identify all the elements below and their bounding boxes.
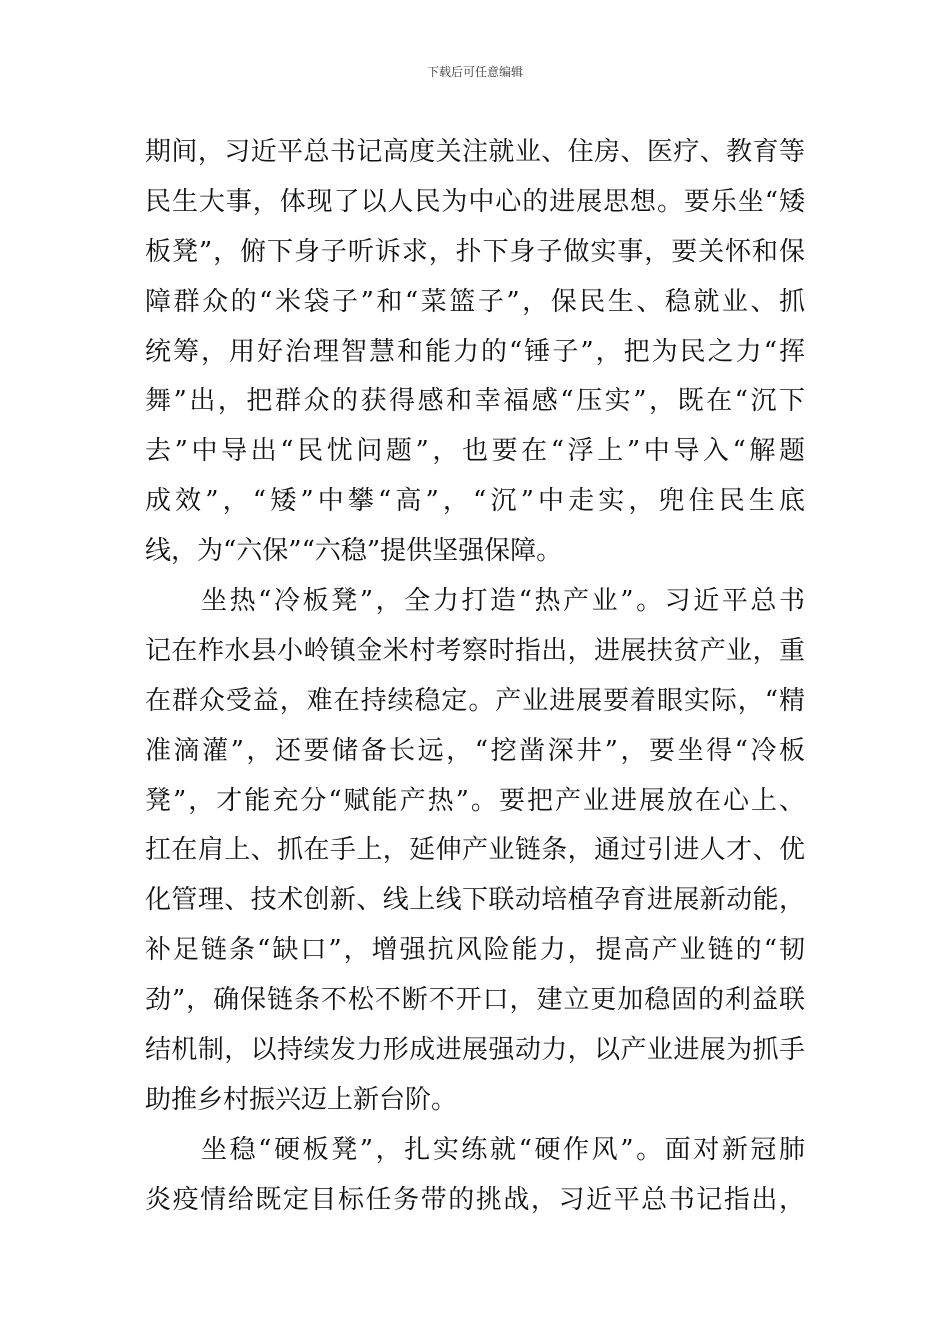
paragraph-1-line-5: 统筹，用好治理智慧和能力的“锤子”，把为民之力“挥 bbox=[145, 336, 805, 367]
paragraph-1-line-8: 成效”，“矮”中攀“高”，“沉”中走实，兜住民生底 bbox=[145, 486, 805, 517]
paragraph-1-line-2: 民生大事，体现了以人民为中心的进展思想。要乐坐“矮 bbox=[145, 186, 805, 217]
paragraph-1-line-9: 线，为“六保”“六稳”提供坚强保障。 bbox=[145, 536, 563, 567]
paragraph-3-line-1: 坐稳“硬板凳”，扎实练就“硬作风”。面对新冠肺 bbox=[201, 1134, 805, 1165]
body-text bbox=[145, 128, 805, 1226]
paragraph-1-line-4: 障群众的“米袋子”和“菜篮子”，保民生、稳就业、抓 bbox=[145, 286, 805, 317]
paragraph-2-line-1: 坐热“冷板凳”，全力打造“热产业”。习近平总书 bbox=[201, 586, 805, 617]
paragraph-2-line-5: 凳”，才能充分“赋能产热”。要把产业进展放在心上、 bbox=[145, 785, 805, 816]
paragraph-1-line-3: 板凳”，俯下身子听诉求，扑下身子做实事，要关怀和保 bbox=[145, 236, 805, 267]
paragraph-2-line-4: 准滴灌”，还要储备长远，“挖凿深井”，要坐得“冷板 bbox=[145, 735, 805, 766]
paragraph-2-line-3: 在群众受益，难在持续稳定。产业进展要着眼实际，“精 bbox=[145, 685, 805, 716]
paragraph-2-line-8: 补足链条“缺口”，增强抗风险能力，提高产业链的“韧 bbox=[145, 935, 805, 966]
paragraph-1-line-1: 期间，习近平总书记高度关注就业、住房、医疗、教育等 bbox=[145, 137, 805, 167]
paragraph-2-line-7: 化管理、技术创新、线上线下联动培植孕育进展新动能， bbox=[145, 885, 805, 916]
header-note: 下载后可任意编辑 bbox=[426, 65, 523, 79]
paragraph-2-line-2: 记在柞水县小岭镇金米村考察时指出，进展扶贫产业，重 bbox=[145, 635, 805, 666]
paragraph-2-line-10: 结机制，以持续发力形成进展强动力，以产业进展为抓手 bbox=[145, 1035, 805, 1066]
paragraph-3-line-2: 炎疫情给既定目标任务带的挑战，习近平总书记指出， bbox=[145, 1184, 805, 1215]
paragraph-1-line-6: 舞”出，把群众的获得感和幸福感“压实”，既在“沉下 bbox=[145, 386, 805, 417]
paragraph-2-line-9: 劲”，确保链条不松不断不开口，建立更加稳固的利益联 bbox=[145, 985, 805, 1016]
paragraph-2-line-11: 助推乡村振兴迈上新台阶。 bbox=[145, 1084, 458, 1115]
paragraph-2-line-6: 扛在肩上、抓在手上，延伸产业链条，通过引进人才、优 bbox=[145, 835, 805, 866]
paragraph-1-line-7: 去”中导出“民忧问题”，也要在“浮上”中导入“解题 bbox=[145, 436, 805, 467]
